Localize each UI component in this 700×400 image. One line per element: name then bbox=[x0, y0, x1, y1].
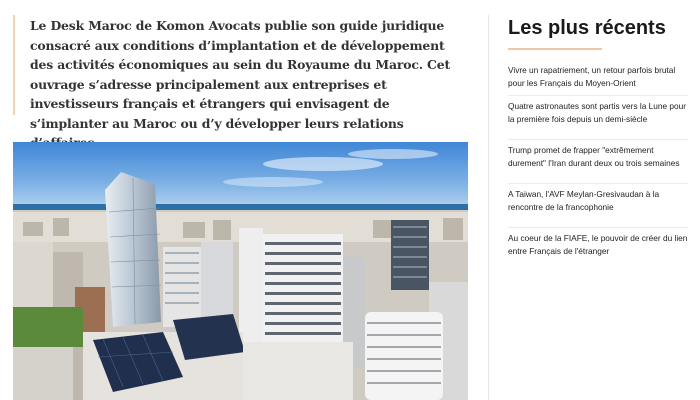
intro-accent-rule bbox=[13, 15, 15, 115]
sidebar-title: Les plus récents bbox=[508, 17, 666, 39]
recent-article-link[interactable] bbox=[508, 144, 690, 169]
list-item bbox=[508, 139, 688, 183]
list-item bbox=[508, 183, 688, 227]
recent-articles-sidebar bbox=[508, 14, 688, 271]
recent-article-link[interactable] bbox=[508, 188, 690, 213]
list-item bbox=[508, 227, 688, 271]
column-divider bbox=[488, 15, 489, 400]
link-line: entre Français de l'étranger bbox=[508, 245, 610, 256]
recent-list bbox=[508, 59, 688, 271]
recent-article-link[interactable] bbox=[508, 100, 690, 125]
link-line: Vivre un rapatriement, un retour parfois brutal bbox=[508, 65, 676, 75]
title-underline bbox=[508, 48, 602, 50]
link-line: durement" l'Iran durant deux ou trois semaines bbox=[508, 157, 680, 168]
list-item bbox=[508, 95, 688, 139]
link-line: Quatre astronautes sont partis vers la Lune pour bbox=[508, 101, 687, 111]
recent-article-link[interactable] bbox=[508, 232, 690, 257]
article-intro: Le Desk Maroc de Komon Avocats publie son guide juridique consacré aux conditions d’implantation et de développement des activités économiques au sein du Royaume du Maroc. Cet ouvrage s’adresse principalement aux entreprises et investisseurs français et étrangers qui envisagent de s’implanter au Maroc ou d’y développer leurs relations bbox=[30, 18, 451, 131]
link-line: Trump promet de frapper "extrêmement bbox=[508, 145, 654, 155]
recent-article-link[interactable] bbox=[508, 64, 690, 89]
link-line: la première fois depuis un demi-siècle bbox=[508, 113, 648, 124]
link-line: rencontre de la francophonie bbox=[508, 201, 614, 212]
list-item bbox=[508, 59, 688, 95]
link-line: A Taiwan, l'AVF Meylan-Gresivaudan à la bbox=[508, 189, 660, 199]
link-line: pour les Français du Moyen-Orient bbox=[508, 77, 636, 88]
article-hero-image bbox=[13, 142, 468, 400]
link-line: Au coeur de la FIAFE, le pouvoir de créer du lien bbox=[508, 233, 688, 243]
